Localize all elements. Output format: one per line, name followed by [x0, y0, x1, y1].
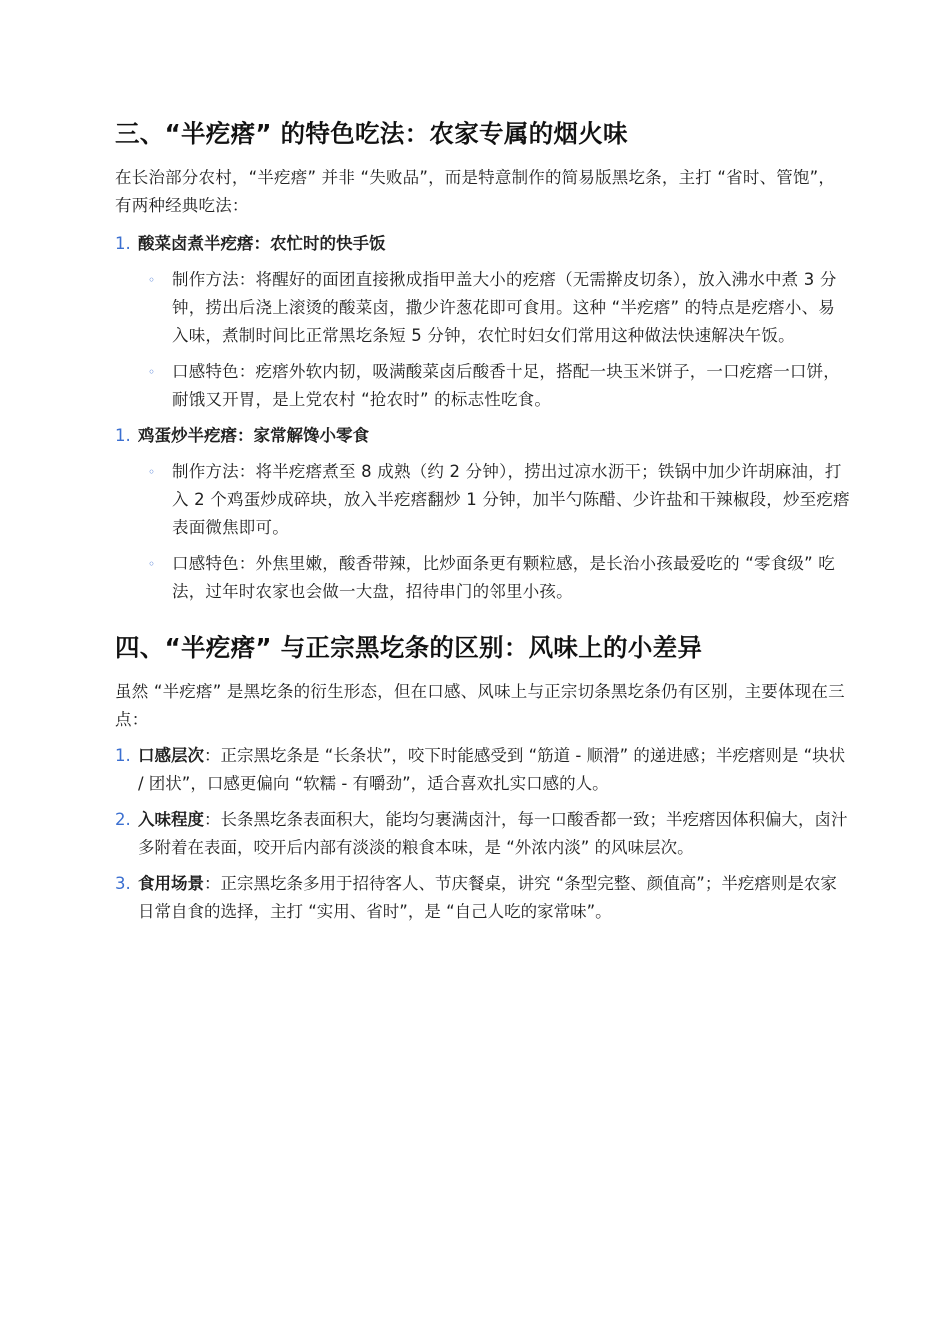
- bullet-item: [115, 358, 850, 414]
- section-4-heading: 四、“半疙瘩” 与正宗黑圪条的区别：风味上的小差异: [115, 633, 703, 662]
- list-item-text: ：正宗黑圪条是 “长条状”，咬下时能感受到 “筋道 - 顺滑” 的递进感；半疙瘩则是 “块状 / 团状”，口感更偏向 “软糯 - 有嚼劲”，适合喜欢扎实口感的人。: [138, 746, 846, 793]
- document-page: [115, 112, 850, 926]
- list-number: 1.: [115, 426, 131, 445]
- bullet-icon: ◦: [148, 557, 156, 571]
- bullet-item: [115, 458, 850, 542]
- list-number: 2.: [115, 810, 131, 829]
- list-item-keyword: 食用场景: [138, 874, 204, 893]
- list-item: [115, 870, 850, 926]
- list-item-keyword: 口感层次: [138, 746, 204, 765]
- bullet-text: 口感特色：疙瘩外软内韧，吸满酸菜卤后酸香十足，搭配一块玉米饼子，一口疙瘩一口饼，耐饿又开胃，是上党农村 “抢农时” 的标志性吃食。: [172, 362, 840, 409]
- list-item: [115, 422, 850, 450]
- list-item: [115, 230, 850, 258]
- bullet-item: [115, 266, 850, 350]
- list-item-title: 酸菜卤煮半疙瘩：农忙时的快手饭: [138, 234, 386, 253]
- section-3-intro: 在长治部分农村，“半疙瘩” 并非 “失败品”，而是特意制作的简易版黑圪条，主打 “省时、管饱”，有两种经典吃法：: [115, 168, 836, 215]
- list-item: [115, 742, 850, 798]
- list-item-text: ：正宗黑圪条多用于招待客人、节庆餐桌，讲究 “条型完整、颜值高”；半疙瘩则是农家日常自食的选择，主打 “实用、省时”，是 “自己人吃的家常味”。: [138, 874, 837, 921]
- list-item: [115, 806, 850, 862]
- bullet-text: 口感特色：外焦里嫩，酸香带辣，比炒面条更有颗粒感，是长治小孩最爱吃的 “零食级” 吃法，过年时农家也会做一大盘，招待串门的邻里小孩。: [172, 554, 835, 601]
- bullet-icon: ◦: [148, 465, 156, 479]
- list-item-text: ：长条黑圪条表面积大，能均匀裹满卤汁，每一口酸香都一致；半疙瘩因体积偏大，卤汁多附着在表面，咬开后内部有淡淡的粮食本味，是 “外浓内淡” 的风味层次。: [138, 810, 848, 857]
- bullet-text: 制作方法：将半疙瘩煮至 8 成熟（约 2 分钟），捞出过凉水沥干；铁锅中加少许胡麻油，打入 2 个鸡蛋炒成碎块，放入半疙瘩翻炒 1 分钟，加半勺陈醋、少许盐和干辣椒段，炒至疙瘩表面微焦即可。: [172, 462, 850, 537]
- bullet-item: [115, 550, 850, 606]
- list-number: 1.: [115, 234, 131, 253]
- list-item-keyword: 入味程度: [138, 810, 204, 829]
- list-number: 3.: [115, 874, 131, 893]
- section-3-heading: 三、“半疙瘩” 的特色吃法：农家专属的烟火味: [115, 119, 628, 148]
- bullet-icon: ◦: [148, 273, 156, 287]
- bullet-text: 制作方法：将醒好的面团直接揪成指甲盖大小的疙瘩（无需擀皮切条），放入沸水中煮 3 分钟，捞出后浇上滚烫的酸菜卤，撒少许葱花即可食用。这种 “半疙瘩” 的特点是疙瘩小、易入味，煮制时间比正常黑圪条短 5 分钟，农忙时妇女们常用这种做法快速解决午饭。: [172, 270, 837, 345]
- bullet-icon: ◦: [148, 365, 156, 379]
- list-item-title: 鸡蛋炒半疙瘩：家常解馋小零食: [138, 426, 369, 445]
- list-number: 1.: [115, 746, 131, 765]
- section-4-intro: 虽然 “半疙瘩” 是黑圪条的衍生形态，但在口感、风味上与正宗切条黑圪条仍有区别，主要体现在三点：: [115, 682, 845, 729]
